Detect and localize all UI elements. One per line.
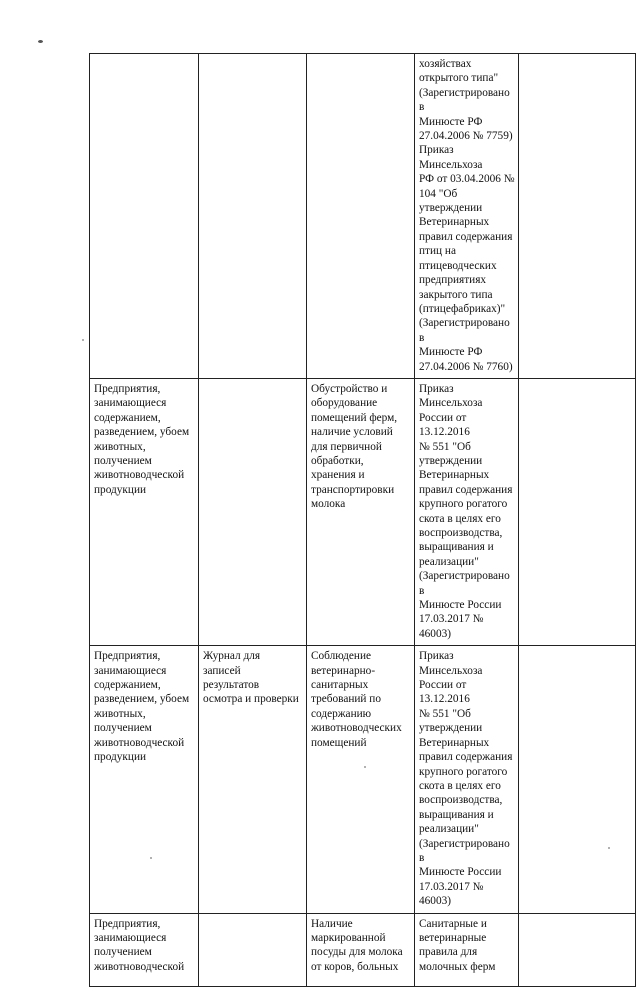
scan-dot (82, 339, 84, 341)
table-cell (199, 378, 307, 645)
table-cell: Соблюдение ветеринарно- санитарных требований по содержанию животноводческих помещений (307, 646, 415, 913)
table-cell (519, 54, 636, 379)
table-cell: Предприятия, занимающиеся получением животноводческой (90, 913, 199, 986)
table-cell (90, 54, 199, 379)
scan-speck (38, 40, 43, 43)
table-cell (307, 54, 415, 379)
table-cell (199, 913, 307, 986)
table-row (90, 913, 636, 986)
table-cell (519, 378, 636, 645)
table-cell: Приказ Минсельхоза России от 13.12.2016 № 551 "Об утверждении Ветеринарных правил содержания крупного рогатого скота в целях его воспроизводства, выращивания и реализации" (Зарегистрировано в Минюсте России 17.03.2017 № 46003) (415, 646, 519, 913)
table-cell: Обустройство и оборудование помещений ферм, наличие условий для первичной обработки, хранения и транспортировки молока (307, 378, 415, 645)
table-row (90, 54, 636, 379)
table-cell: Предприятия, занимающиеся содержанием, разведением, убоем животных, получением животноводческой продукции (90, 646, 199, 913)
table-row (90, 646, 636, 913)
regulation-table (89, 53, 636, 987)
table-cell (519, 646, 636, 913)
table-cell (199, 54, 307, 379)
table-cell: Наличие маркированной посуды для молока от коров, больных (307, 913, 415, 986)
table-cell: Приказ Минсельхоза России от 13.12.2016 № 551 "Об утверждении Ветеринарных правил содержания крупного рогатого скота в целях его воспроизводства, выращивания и реализации" (Зарегистрировано в Минюсте России 17.03.2017 № 46003) (415, 378, 519, 645)
table-cell: Журнал для записей результатов осмотра и проверки (199, 646, 307, 913)
table-cell: Санитарные и ветеринарные правила для молочных ферм (415, 913, 519, 986)
table-cell: хозяйствах открытого типа" (Зарегистрировано в Минюсте РФ 27.04.2006 № 7759) Приказ Минсельхоза РФ от 03.04.2006 № 104 "Об утверждении Ветеринарных правил содержания птиц на птицеводческих предприятиях закрытого типа (птицефабриках)" (Зарегистрировано в Минюсте РФ 27.04.2006 № 7760) (415, 54, 519, 379)
table-row (90, 378, 636, 645)
table-cell: Предприятия, занимающиеся содержанием, разведением, убоем животных, получением животноводческой продукции (90, 378, 199, 645)
table-cell (519, 913, 636, 986)
